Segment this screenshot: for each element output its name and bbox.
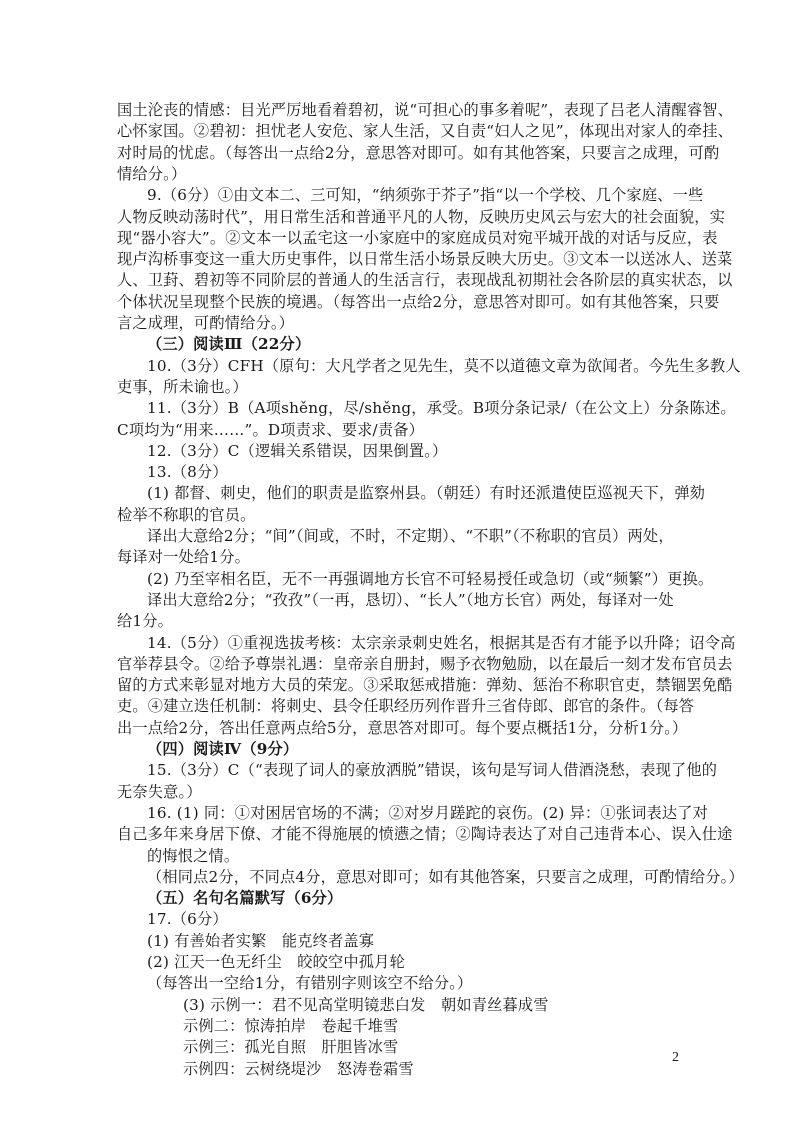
text-line: (2) 江天一色无纤尘 皎皎空中孤月轮: [147, 953, 405, 971]
text-line: 译出大意给2分；“间”（间或，不时，不定期）、“不职”（不称职的官员）两处，: [147, 527, 674, 545]
text-line: 吏。④建立迭任机制：将刺史、县令任职经历列作晋升三省侍郎、郎官的条件。（每答: [117, 697, 695, 716]
text-line: 无奈失意。）: [117, 782, 202, 801]
text-line: 示例四：云树绕堤沙 怒涛卷霜雪: [183, 1059, 414, 1078]
text-line: 出一点给2分，答出任意两点给5分，意思答对即可。每个要点概括1分，分析1分。）: [117, 718, 688, 737]
text-line: 国土沦丧的情感：目光严厉地看着碧初，说“可担心的事多着呢”，表现了吕老人清醒睿智、: [117, 101, 734, 119]
text-line: 14.（5分）①重视选拔考核：太宗亲录刺史姓名，根据其是否有才能予以升降；诏令高: [147, 633, 736, 652]
text-line: （每答出一空给1分，有错别字则该空不给分。）: [147, 974, 473, 993]
text-line: 留的方式来彰显对地方大员的荣宠。③采取惩戒措施：弹劾、惩治不称职官吏，禁锢罢免酷: [117, 676, 733, 695]
text-line: (3) 示例一：君不见高堂明镜悲白发 朝如青丝暮成雪: [183, 995, 549, 1014]
text-line: 17.（6分）: [147, 910, 228, 929]
text-line: 16. (1) 同：①对困居官场的不满；②对岁月蹉跎的哀伤。(2) 异：①张词表达了对: [147, 803, 709, 822]
text-line: (2) 乃至宰相名臣，无不一再强调地方长官不可轻易授任或急切（或“频繁”）更换。: [147, 569, 714, 588]
text-line: 个体状况呈现整个民族的境遇。（每答出一点给2分，意思答对即可。如有其他答案，只要: [117, 292, 720, 311]
text-line: 情给分。）: [117, 164, 187, 183]
text-line: 人物反映动荡时代”，用日常生活和普通平凡的人物，反映历史风云与宏大的社会面貌，实: [117, 207, 726, 226]
section-heading: （四）阅读Ⅳ（9分）: [147, 740, 299, 758]
text-line: 自己多年来身居下僚、才能不得施展的愤懑之情；②陶诗表达了对自己违背本心、误入仕途: [117, 825, 733, 844]
section-heading: （三）阅读Ⅲ（22分）: [147, 335, 311, 354]
text-line: 11.（3分）B（A项shěng，尽/shěng，承受。B项分条记录/（在公文上）分条陈述。: [147, 399, 736, 418]
text-line: 人、卫葑、碧初等不同阶层的普通人的生活言行，表现战乱初期社会各阶层的真实状态，以: [117, 271, 733, 290]
text-line: C项均为“用来……”。D项责求、要求/责备）: [117, 420, 425, 439]
text-line: 15.（3分）C（“表现了词人的豪放洒脱”错误，该句是写词人借酒浇愁，表现了他的: [147, 761, 718, 780]
text-line: 心怀家国。②碧初：担忧老人安危、家人生活，又自责“妇人之见”，体现出对家人的牵挂、: [117, 122, 734, 141]
text-line: 的悔恨之情。: [147, 846, 240, 865]
text-line: (1) 都督、刺史，他们的职责是监察州县。（朝廷）有时还派遣使臣巡视天下，弹劾: [147, 484, 706, 503]
text-line: 吏事，所未谕也。）: [117, 377, 248, 396]
text-line: 9.（6分）①由文本二、三可知，“纳须弥于芥子”指“以一个学校、几个家庭、一些: [147, 186, 704, 205]
text-line: 每译对一处给1分。: [117, 548, 250, 567]
text-line: (1) 有善始者实繁 能克终者盖寡: [147, 931, 375, 950]
text-line: 检举不称职的官员。: [117, 505, 256, 524]
text-line: 译出大意给2分；“孜孜”（一再，恳切）、“长人”（地方长官）两处，每译对一处: [147, 590, 674, 609]
text-line: 言之成理，可酌情给分。）: [117, 314, 295, 332]
text-line: （相同点2分，不同点4分，意思对即可；如有其他答案，只要言之成理，可酌情给分。）: [147, 867, 744, 886]
text-line: 官举荐县令。②给予尊崇礼遇：皇帝亲自册封，赐予衣物勉励，以在最后一刻才发布官员去: [117, 654, 733, 673]
text-line: 现“器小容大”。②文本一以孟宅这一小家庭中的家庭成员对宛平城开战的对话与反应，表: [117, 228, 718, 247]
text-line: 现卢沟桥事变这一重大历史事件，以日常生活小场景反映大历史。③文本一以送冰人、送菜: [117, 250, 733, 269]
text-line: 13.（8分）: [147, 463, 228, 482]
text-line: 10.（3分）CFH（原句：大凡学者之见先生，莫不以道德文章为欲闻者。今先生多教人: [147, 356, 741, 375]
text-line: 示例三：孤光自照 肝胆皆冰雪: [183, 1038, 399, 1057]
text-line: 给1分。: [117, 612, 174, 631]
section-heading: （五）名句名篇默写（6分）: [147, 889, 343, 908]
text-line: 12.（3分）C（逻辑关系错误，因果倒置。）: [147, 441, 448, 460]
text-line: 对时局的忧虑。（每答出一点给2分，意思答对即可。如有其他答案，只要言之成理，可酌: [117, 143, 720, 162]
text-line: 示例二：惊涛拍岸 卷起千堆雪: [183, 1016, 399, 1035]
page-number: 2: [672, 1050, 679, 1065]
